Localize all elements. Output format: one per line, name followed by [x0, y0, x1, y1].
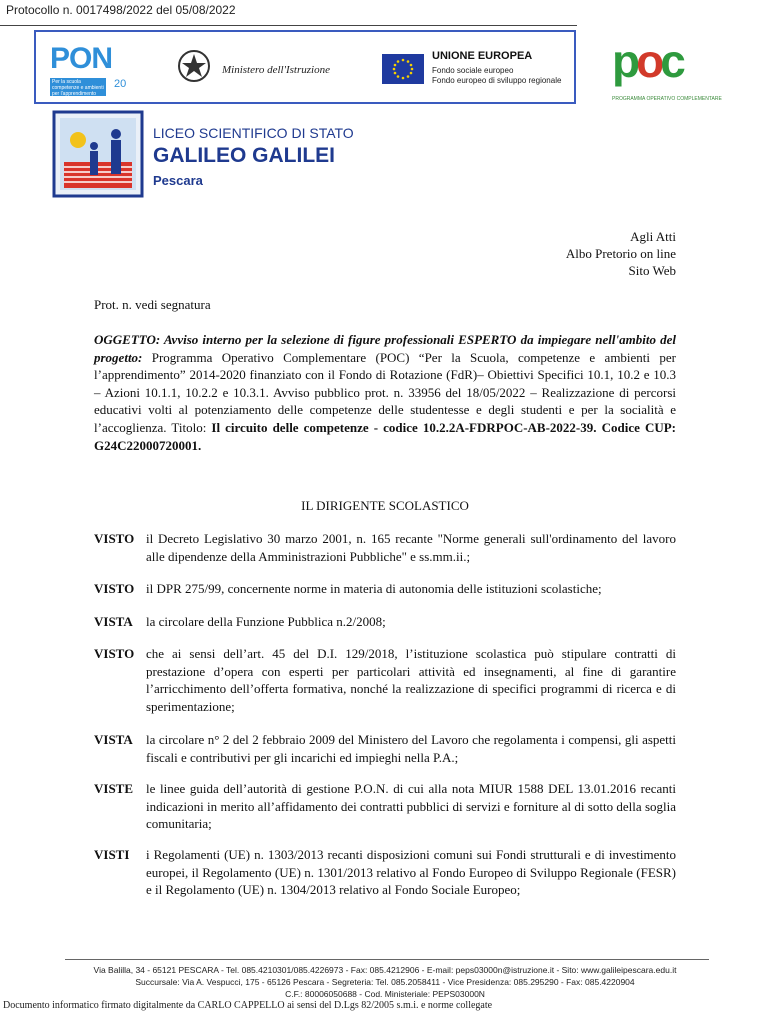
clause-keyword: VISTO [94, 531, 135, 546]
eu-flag-icon [382, 54, 424, 84]
clause-keyword: VISTA [94, 732, 133, 747]
footer-succursale: Succursale: Via A. Vespucci, 175 - 65126 Pescara - Segreteria: Tel. 085.2058411 - Vice Presidenza: 085.295290 - Fax: 085.4220904 [135, 977, 635, 987]
clause-item [94, 731, 676, 766]
section-heading: IL DIRIGENTE SCOLASTICO [301, 498, 469, 513]
protocol-divider [0, 25, 577, 26]
funding-banner [34, 30, 576, 104]
clause-keyword: VISTA [94, 614, 133, 629]
protocol-number: Protocollo n. 0017498/2022 del 05/08/2022 [6, 3, 236, 17]
clause-item [94, 645, 676, 715]
subject-title: Il circuito delle competenze [211, 419, 369, 435]
subject-label: OGGETTO: Avviso interno per la selezione di figure professionali ESPERTO da impiegare nell'ambito del progetto: [94, 332, 676, 365]
eu-title: UNIONE EUROPEA [432, 50, 533, 62]
clause-text: il Decreto Legislativo 30 marzo 2001, n. 165 recante "Norme generali sull'ordinamento del lavoro alle dipendenze della Amministrazioni Pubbliche" e ss.mm.ii.; [146, 531, 676, 564]
eu-fund-regional: Fondo europeo di sviluppo regionale [432, 76, 562, 85]
recipient-albo: Albo Pretorio on line [565, 246, 676, 261]
clause-keyword: VISTO [94, 581, 135, 596]
footer-divider [65, 959, 709, 960]
clause-keyword: VISTI [94, 847, 130, 862]
subject-codice: 10.2.2A-FDRPOC-AB-2022-39. Codice CUP: G24C22000720001. [94, 419, 676, 453]
school-name: GALILEO GALILEI [153, 144, 335, 167]
subject-codice-prefix: - codice [368, 419, 423, 435]
clause-text: i Regolamenti (UE) n. 1303/2013 recanti disposizioni comuni sui Fondi strutturali e di investimento europei, il Regolamento (UE) n. 1301/2013 relativo al Fondo Europeo di Sviluppo Regionale (FESR) e il Regolamento (UE) n. 1304/2013 relativo al Fondo Sociale Europeo; [146, 847, 676, 898]
clause-item [94, 846, 676, 899]
clause-text: che ai sensi dell’art. 45 del D.I. 129/2018, l’istituzione scolastica può stipulare contratti di prestazione d’opera con esperti per particolari attività ed insegnamenti, al fine di garantire l’arricchimento dell’offerta formativa, nonché la realizzazione di specifici programmi di ricerca e di sperimentazione; [146, 646, 676, 714]
pon-logo-text: PON [50, 42, 113, 75]
clause-text: le linee guida dell’autorità di gestione P.O.N. di cui alla nota MIUR 1588 DEL 13.01.2016 recanti indicazioni in merito all’affidamento dei contratti pubblici di servizi e forniture al di sotto della soglia comunitaria; [146, 781, 676, 832]
clause-text: la circolare della Funzione Pubblica n.2/2008; [146, 614, 386, 629]
clause-text: la circolare n° 2 del 2 febbraio 2009 del Ministero del Lavoro che regolamenta i compensi, gli aspetti fiscali e contributivi per gli incarichi ed impieghi nella P.A.; [146, 732, 676, 765]
pon-logo-years: 20 [114, 78, 127, 90]
recipient-atti: Agli Atti [630, 229, 676, 244]
school-city: Pescara [153, 173, 203, 188]
clause-item [94, 613, 676, 631]
subject-paragraph [94, 331, 676, 454]
clause-item [94, 530, 676, 565]
digital-signature-note: Documento informatico firmato digitalmente da CARLO CAPPELLO ai sensi del D.Lgs 82/2005 s.m.i. e norme collegate [3, 1000, 493, 1011]
subject-body: Programma Operativo Complementare (POC) “Per la Scuola, competenze e ambienti per l’apprendimento” 2014-2020 finanziato con il Fondo di Rotazione (FdR)– Obiettivi Specifici 10.1, 10.2 e 10.3 – Azioni 10.1.1, 10.2.2 e 10.3.1. Avviso pubblico prot. n. 33956 del 18/05/2022 – Realizzazione di percorsi educativi volti al potenziamento delle competenze delle studentesse e degli studenti e per la socialità e l’accoglienza. Titolo: [94, 349, 676, 435]
eu-fund-social: Fondo sociale europeo [432, 66, 514, 75]
italian-republic-emblem-icon [176, 46, 212, 86]
school-type: LICEO SCIENTIFICO DI STATO [153, 125, 354, 141]
pon-logo-subtitle: Per la scuola competenze e ambienti per l'apprendimento [50, 78, 106, 96]
clause-item [94, 780, 676, 833]
poc-logo-text: poc [612, 35, 682, 87]
school-crest-icon [50, 110, 146, 204]
clause-keyword: VISTO [94, 646, 135, 661]
poc-logo [612, 34, 722, 104]
footer-address: Via Balilla, 34 - 65121 PESCARA - Tel. 085.4210301/085.4226973 - Fax: 085.4212906 - E-mail: peps03000n@istruzione.it - Sito: www.galileipescara.edu.it [93, 965, 677, 975]
prot-line: Prot. n. vedi segnatura [94, 297, 211, 312]
recipient-sito: Sito Web [628, 263, 676, 278]
clause-item [94, 580, 676, 598]
pon-logo [50, 40, 160, 96]
clause-text: il DPR 275/99, concernente norme in materia di autonomia delle istituzioni scolastiche; [146, 581, 602, 596]
ministero-label: Ministero dell'Istruzione [222, 64, 330, 76]
clause-keyword: VISTE [94, 781, 134, 796]
recipients-block [566, 228, 676, 279]
footer-codes: C.F.: 80006050688 - Cod. Ministeriale: PEPS03000N [285, 989, 485, 999]
poc-caption: PROGRAMMA OPERATIVO COMPLEMENTARE [612, 96, 722, 102]
